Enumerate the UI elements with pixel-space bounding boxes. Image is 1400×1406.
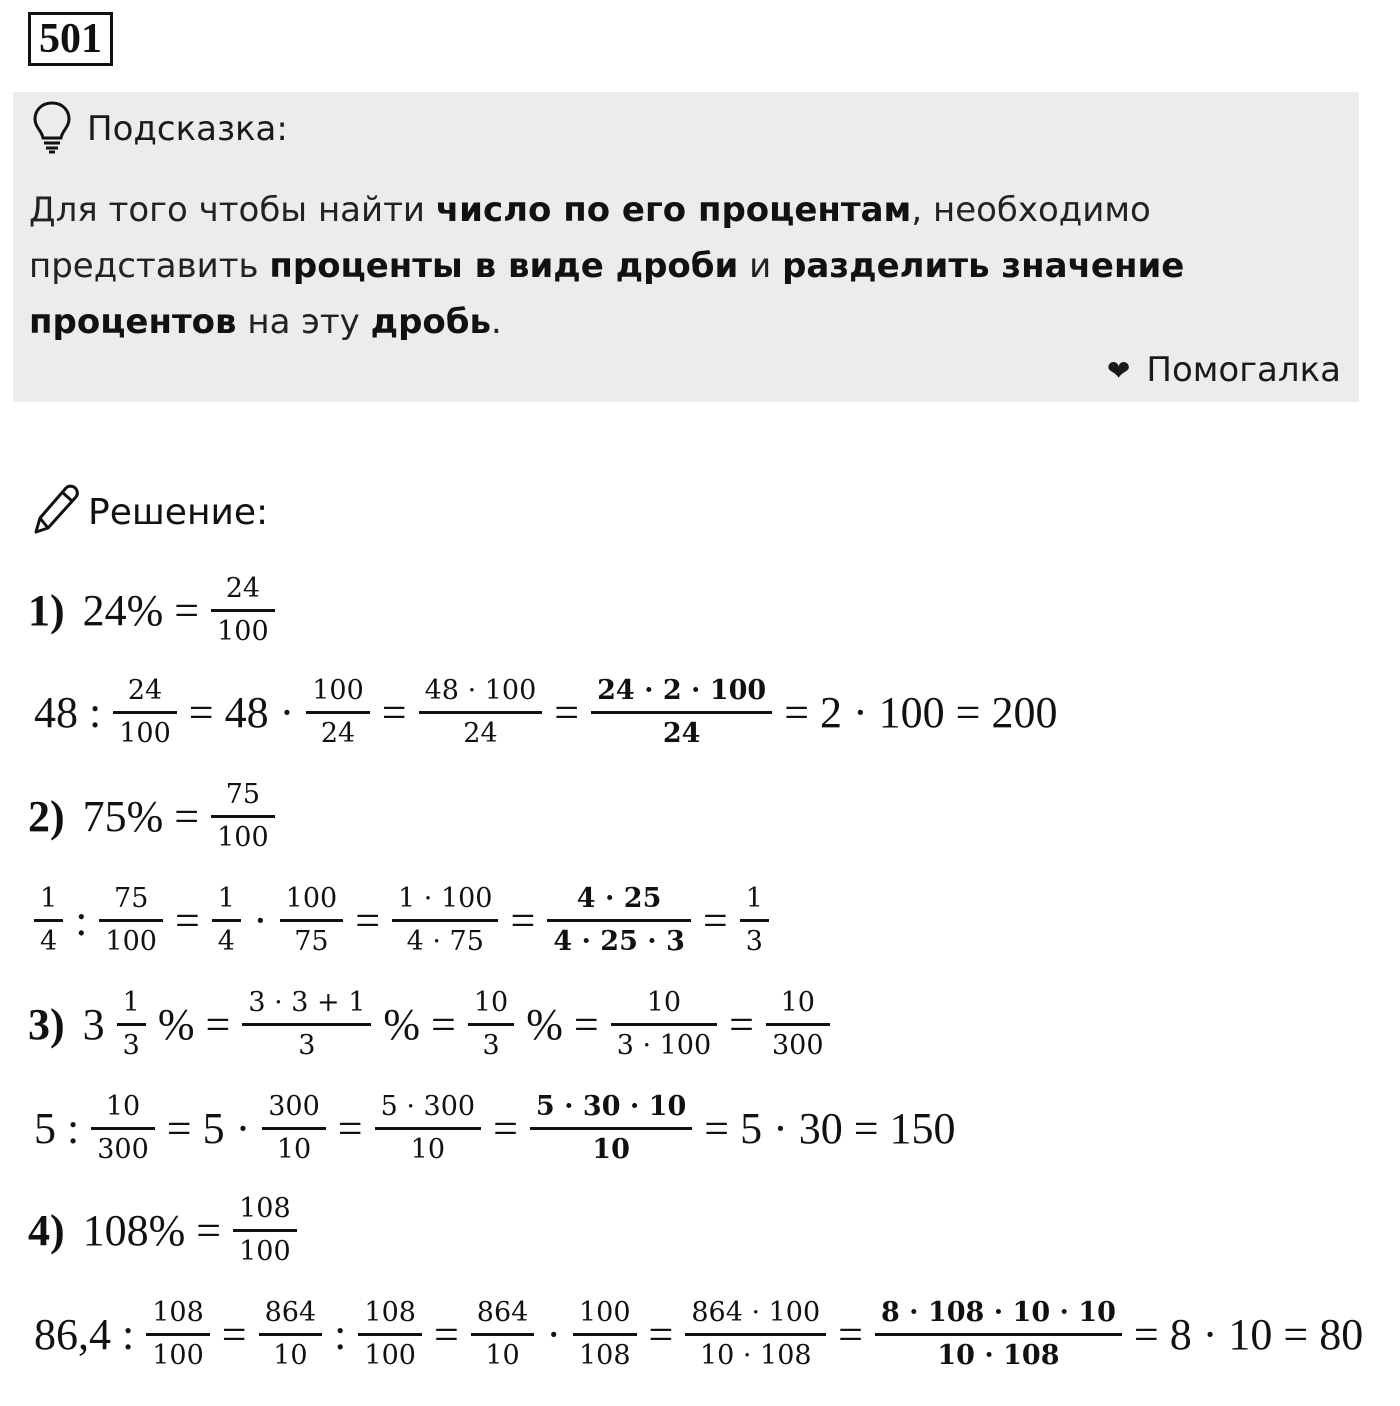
fraction	[99, 882, 163, 959]
hint-fragment: и	[738, 246, 783, 286]
numerator: 5 · 300	[375, 1090, 481, 1130]
fraction	[611, 986, 717, 1063]
math-text: =	[554, 688, 580, 737]
numerator: 48 · 100	[419, 674, 543, 714]
fraction	[358, 1296, 422, 1373]
math-text: :	[334, 1310, 347, 1359]
hint-fragment: на эту	[236, 302, 371, 342]
math-line	[28, 1090, 962, 1167]
numerator: 108	[358, 1296, 422, 1336]
solution-header	[30, 482, 268, 543]
math-text: :	[75, 896, 88, 945]
denominator: 3 · 100	[616, 1030, 712, 1061]
hint-fragment: Для того чтобы найти	[29, 190, 436, 230]
denominator: 3	[122, 1030, 140, 1061]
denominator: 108	[578, 1340, 631, 1371]
math-text: =	[355, 896, 381, 945]
brand-label: Помогалка	[1146, 350, 1341, 390]
denominator: 10	[276, 1134, 312, 1165]
fraction	[468, 986, 514, 1063]
numerator: 108	[233, 1192, 297, 1232]
numerator: 75	[99, 882, 163, 922]
numerator: 10	[611, 986, 717, 1026]
math-text: =	[221, 1310, 247, 1359]
math-text: =	[337, 1104, 363, 1153]
hint-header	[31, 100, 288, 158]
numerator: 864	[259, 1296, 323, 1336]
solution-title: Решение:	[88, 492, 269, 533]
denominator: 100	[152, 1340, 204, 1371]
numerator: 100	[573, 1296, 637, 1336]
math-text: % =	[526, 1000, 599, 1049]
numerator: 10	[91, 1090, 155, 1130]
fraction	[573, 1296, 637, 1373]
hint-emphasis: разделить значение процентов	[29, 246, 1185, 342]
fraction	[471, 1296, 535, 1373]
math-text: =	[729, 1000, 754, 1049]
fraction	[211, 778, 275, 855]
math-text: 108% =	[82, 1206, 222, 1255]
math-line	[28, 778, 281, 855]
numerator: 10	[766, 986, 830, 1026]
math-text: = 5 ·	[166, 1104, 251, 1153]
math-text: 24% =	[82, 586, 200, 635]
fraction	[117, 986, 146, 1063]
math-line	[28, 986, 836, 1063]
denominator: 24	[320, 718, 356, 749]
hint-box	[13, 92, 1359, 402]
fraction	[211, 572, 275, 649]
fraction	[685, 1296, 826, 1373]
fraction	[113, 674, 177, 751]
denominator: 10	[273, 1340, 308, 1371]
numerator: 8 · 108 · 10 · 10	[875, 1296, 1122, 1336]
fraction	[233, 1192, 297, 1269]
step-number: 2)	[28, 792, 65, 841]
fraction	[547, 882, 691, 959]
numerator: 75	[211, 778, 275, 818]
math-text: 75% =	[82, 792, 200, 841]
denominator: 3	[482, 1030, 500, 1061]
math-text: 86,4 :	[34, 1310, 135, 1359]
fraction	[280, 882, 344, 959]
denominator: 3	[298, 1030, 316, 1061]
numerator: 3 · 3 + 1	[242, 986, 371, 1026]
math-line	[28, 1296, 1369, 1373]
math-text: 3	[82, 1000, 105, 1049]
math-text: =	[433, 1310, 459, 1359]
math-line	[28, 1192, 303, 1269]
denominator: 4	[40, 926, 58, 957]
denominator: 10	[410, 1134, 446, 1165]
numerator: 108	[146, 1296, 210, 1336]
fraction	[212, 882, 241, 959]
numerator: 1	[740, 882, 769, 922]
hint-brand	[1107, 350, 1341, 390]
denominator: 100	[217, 822, 269, 853]
math-text: = 2 · 100 = 200	[784, 688, 1058, 737]
denominator: 100	[364, 1340, 416, 1371]
math-text: % =	[383, 1000, 456, 1049]
denominator: 10 · 108	[699, 1340, 812, 1371]
numerator: 100	[280, 882, 344, 922]
fraction	[242, 986, 371, 1063]
hint-emphasis: дробь	[370, 302, 492, 342]
step-number: 4)	[28, 1206, 65, 1255]
hint-text	[29, 182, 1329, 350]
math-text: 5 :	[34, 1104, 80, 1153]
denominator: 100	[119, 718, 171, 749]
denominator: 4 · 25 · 3	[553, 926, 685, 957]
numerator: 5 · 30 · 10	[530, 1090, 692, 1130]
denominator: 10	[592, 1134, 630, 1165]
fraction	[34, 882, 63, 959]
step-number: 3)	[28, 1000, 65, 1049]
hint-emphasis: число по его процентам	[435, 190, 912, 230]
numerator: 1	[34, 882, 63, 922]
step-number: 1)	[28, 586, 65, 635]
math-text: =	[510, 896, 536, 945]
denominator: 100	[105, 926, 157, 957]
fraction	[91, 1090, 155, 1167]
math-text: =	[493, 1104, 518, 1153]
fraction	[392, 882, 498, 959]
denominator: 300	[771, 1030, 824, 1061]
hint-title: Подсказка:	[87, 109, 288, 149]
fraction	[591, 674, 772, 751]
numerator: 300	[262, 1090, 326, 1130]
numerator: 24	[211, 572, 275, 612]
math-text: ·	[252, 896, 268, 945]
denominator: 10	[485, 1340, 520, 1371]
heart-icon: ❤	[1106, 353, 1131, 387]
fraction	[740, 882, 769, 959]
denominator: 75	[294, 926, 329, 957]
fraction	[306, 674, 370, 751]
numerator: 864	[471, 1296, 535, 1336]
math-text: = 48 ·	[188, 688, 295, 737]
math-text: % =	[157, 1000, 231, 1049]
fraction	[419, 674, 543, 751]
math-line	[28, 674, 1064, 751]
fraction	[766, 986, 830, 1063]
hint-emphasis: проценты в виде дроби	[269, 246, 739, 286]
denominator: 300	[97, 1134, 149, 1165]
math-text: =	[702, 896, 728, 945]
fraction	[875, 1296, 1122, 1373]
numerator: 4 · 25	[547, 882, 691, 922]
math-text: 48 :	[34, 688, 102, 737]
math-text: = 8 · 10 = 80	[1133, 1310, 1364, 1359]
hint-fragment: , необходимо представить	[29, 190, 1151, 286]
math-line	[28, 882, 775, 959]
numerator: 24 · 2 · 100	[591, 674, 772, 714]
fraction	[375, 1090, 481, 1167]
numerator: 1	[212, 882, 241, 922]
numerator: 1	[117, 986, 146, 1026]
problem-number: 501	[28, 12, 113, 66]
math-text: = 5 · 30 = 150	[704, 1104, 956, 1153]
denominator: 100	[239, 1236, 291, 1267]
numerator: 1 · 100	[392, 882, 498, 922]
hint-fragment: .	[491, 302, 502, 342]
fraction	[530, 1090, 692, 1167]
math-text: =	[174, 896, 200, 945]
math-text: =	[838, 1310, 863, 1359]
pencil-icon	[30, 482, 88, 543]
math-text: ·	[546, 1310, 561, 1359]
math-text: =	[381, 688, 407, 737]
denominator: 10 · 108	[937, 1340, 1060, 1371]
denominator: 4	[217, 926, 235, 957]
math-text: =	[648, 1310, 674, 1359]
numerator: 864 · 100	[685, 1296, 826, 1336]
numerator: 24	[113, 674, 177, 714]
lightbulb-icon	[31, 100, 73, 158]
denominator: 4 · 75	[406, 926, 484, 957]
denominator: 100	[217, 616, 269, 647]
numerator: 100	[306, 674, 370, 714]
denominator: 24	[662, 718, 701, 749]
denominator: 3	[745, 926, 763, 957]
math-line	[28, 572, 281, 649]
numerator: 10	[468, 986, 514, 1026]
fraction	[259, 1296, 323, 1373]
fraction	[146, 1296, 210, 1373]
fraction	[262, 1090, 326, 1167]
denominator: 24	[463, 718, 498, 749]
